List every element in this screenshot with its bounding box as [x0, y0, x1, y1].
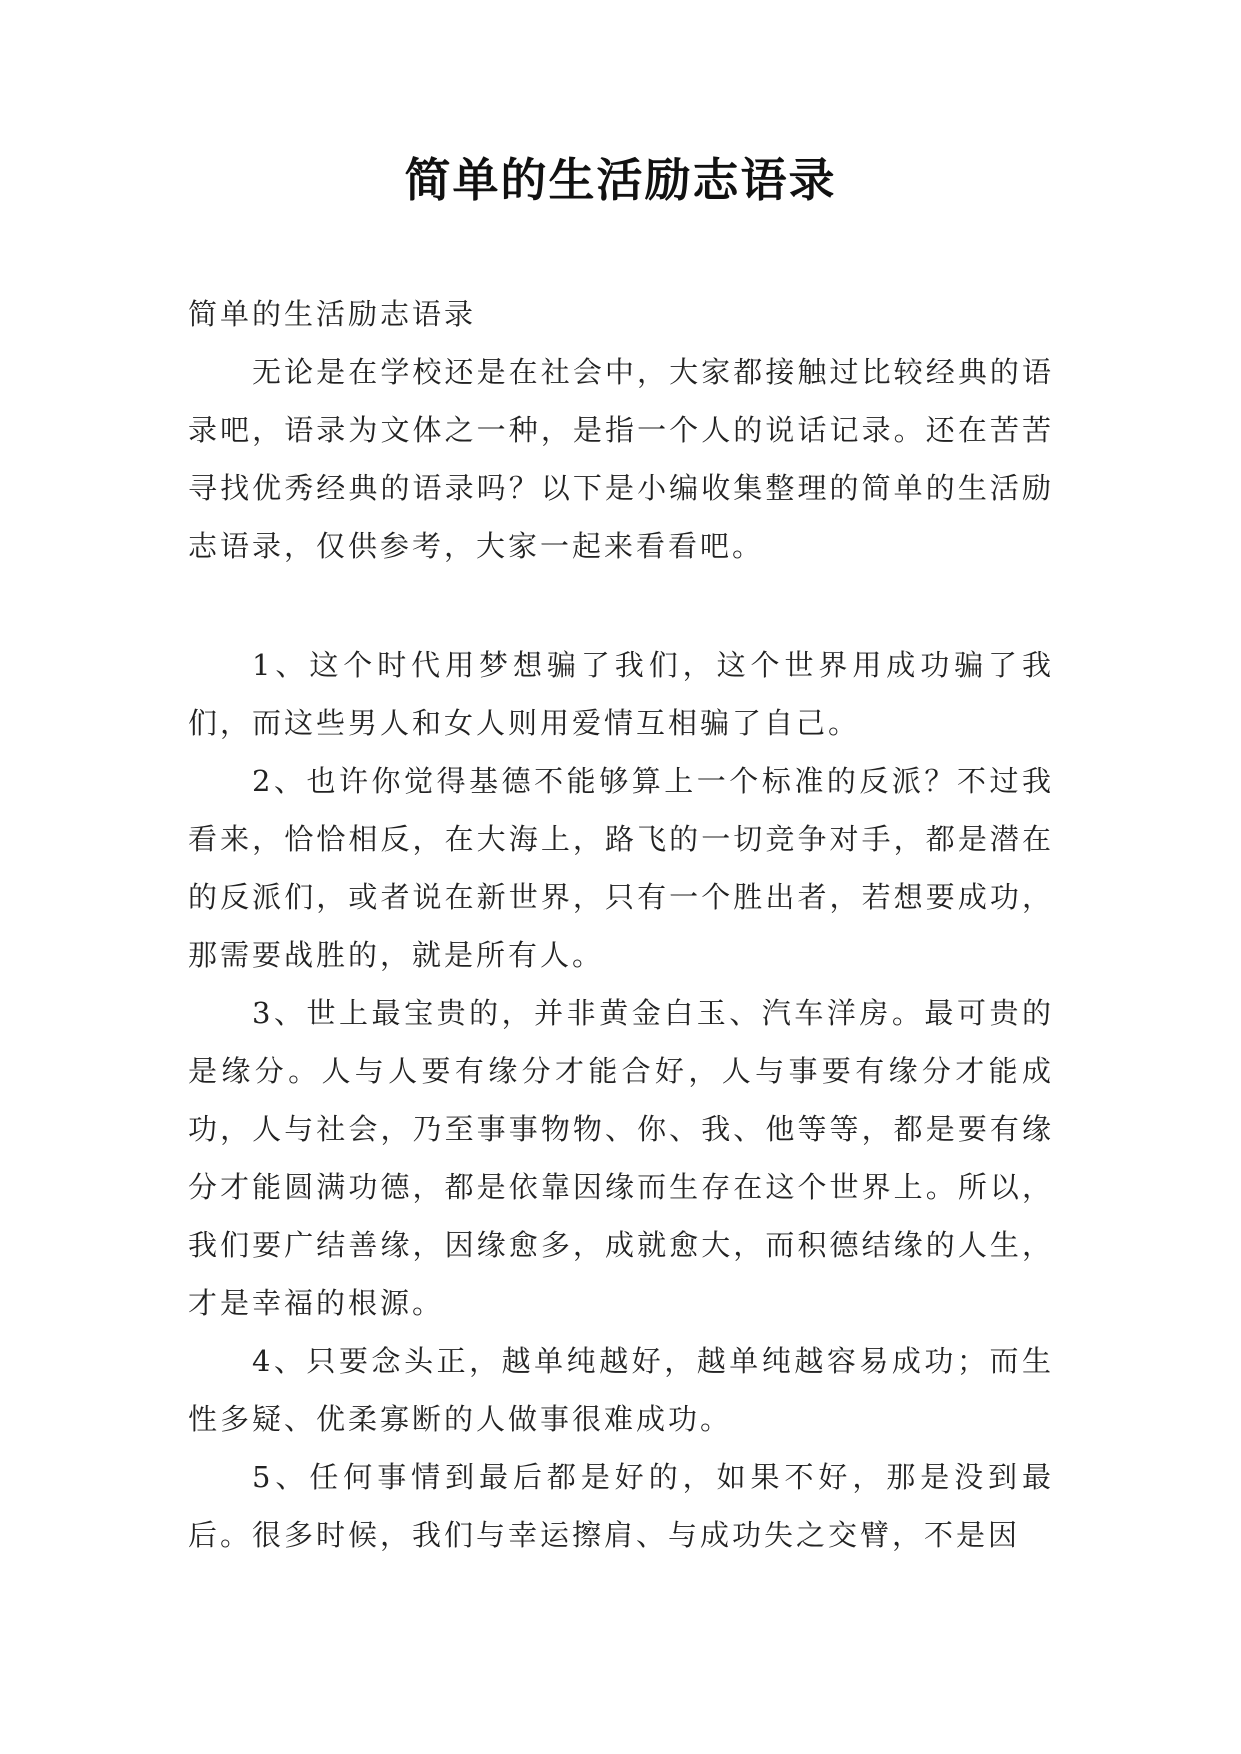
- document-subtitle: 简单的生活励志语录: [188, 297, 477, 331]
- document-title: 简单的生活励志语录: [404, 153, 837, 207]
- quote-paragraph-4: 4、只要念头正，越单纯越好，越单纯越容易成功；而生性多疑、优柔寡断的人做事很难成功。: [188, 1344, 1054, 1436]
- quote-paragraph-2: 2、也许你觉得基德不能够算上一个标准的反派？不过我看来，恰恰相反，在大海上，路飞的一切竞争对手，都是潜在的反派们，或者说在新世界，只有一个胜出者，若想要成功，那需要战胜的，就是所有人。: [188, 764, 1054, 972]
- quote-paragraph-3: 3、世上最宝贵的，并非黄金白玉、汽车洋房。最可贵的是缘分。人与人要有缘分才能合好，人与事要有缘分才能成功，人与社会，乃至事事物物、你、我、他等等，都是要有缘分才能圆满功德，都是依靠因缘而生存在这个世界上。所以，我们要广结善缘，因缘愈多，成就愈大，而积德结缘的人生，才是幸福的根源。: [188, 996, 1054, 1320]
- intro-paragraph: 无论是在学校还是在社会中，大家都接触过比较经典的语录吧，语录为文体之一种，是指一个人的说话记录。还在苦苦寻找优秀经典的语录吗？以下是小编收集整理的简单的生活励志语录，仅供参考，大家一起来看看吧。: [188, 355, 1054, 563]
- quotes-list: [188, 636, 1054, 1564]
- quote-paragraph-5: 5、任何事情到最后都是好的，如果不好，那是没到最后。很多时候，我们与幸运擦肩、与成功失之交臂，不是因: [188, 1460, 1054, 1552]
- quote-paragraph-1: 1、这个时代用梦想骗了我们，这个世界用成功骗了我们，而这些男人和女人则用爱情互相骗了自己。: [188, 648, 1054, 740]
